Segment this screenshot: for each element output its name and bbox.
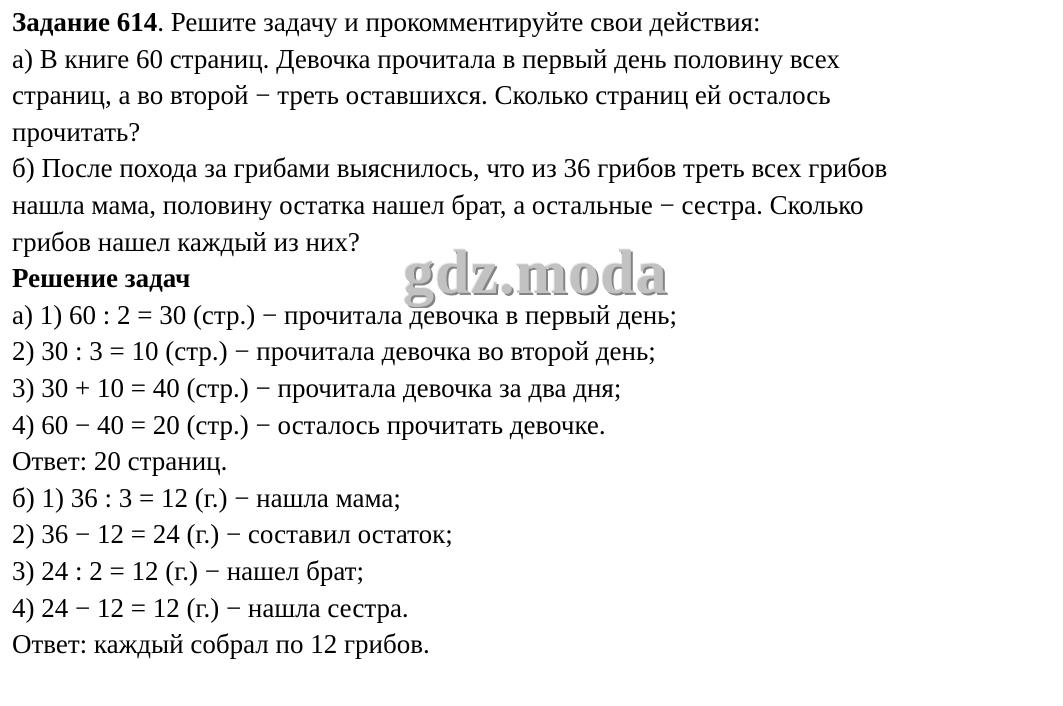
task-label: Задание 614 [12, 7, 158, 37]
part-b-text-line-3: грибов нашел каждый из них? [12, 226, 360, 257]
solution-b-answer: Ответ: каждый собрал по 12 грибов. [12, 629, 430, 660]
part-a-text-line-3: прочитать? [12, 116, 141, 147]
solution-a-step-3: 3) 30 + 10 = 40 (стр.) − прочитала девочка за два дня; [12, 372, 622, 403]
solution-a-step-4: 4) 60 − 40 = 20 (стр.) − осталось прочитать девочке. [12, 409, 606, 440]
watermark: gdz.moda [403, 239, 668, 307]
part-b-text-line-1: б) После похода за грибами выяснилось, что из 36 грибов треть всех грибов [12, 153, 888, 184]
task-instruction: . Решите задачу и прокомментируйте свои действия: [157, 7, 761, 37]
task-title-line [12, 4, 1057, 41]
solution-b-step-3: 3) 24 : 2 = 12 (г.) − нашел брат; [12, 555, 364, 586]
part-a-text-line-1: а) В книге 60 страниц. Девочка прочитала в первый день половину всех [12, 43, 840, 74]
part-b-text-line-2: нашла мама, половину остатка нашел брат, а остальные − сестра. Сколько [12, 189, 864, 220]
solution-a-step-1: а) 1) 60 : 2 = 30 (стр.) − прочитала девочка в первый день; [12, 299, 677, 330]
solution-a-step-2: 2) 30 : 3 = 10 (стр.) − прочитала девочка во второй день; [12, 336, 656, 367]
solution-a-answer: Ответ: 20 страниц. [12, 446, 228, 477]
solution-b-step-1: б) 1) 36 : 3 = 12 (г.) − нашла мама; [12, 482, 401, 513]
part-a-text-line-2: страниц, а во второй − треть оставшихся. Сколько страниц ей осталось [12, 80, 831, 111]
solution-heading: Решение задач [12, 263, 191, 294]
document-page [12, 4, 1057, 663]
solution-b-step-2: 2) 36 − 12 = 24 (г.) − составил остаток; [12, 519, 453, 550]
solution-b-step-4: 4) 24 − 12 = 12 (г.) − нашла сестра. [12, 592, 409, 623]
